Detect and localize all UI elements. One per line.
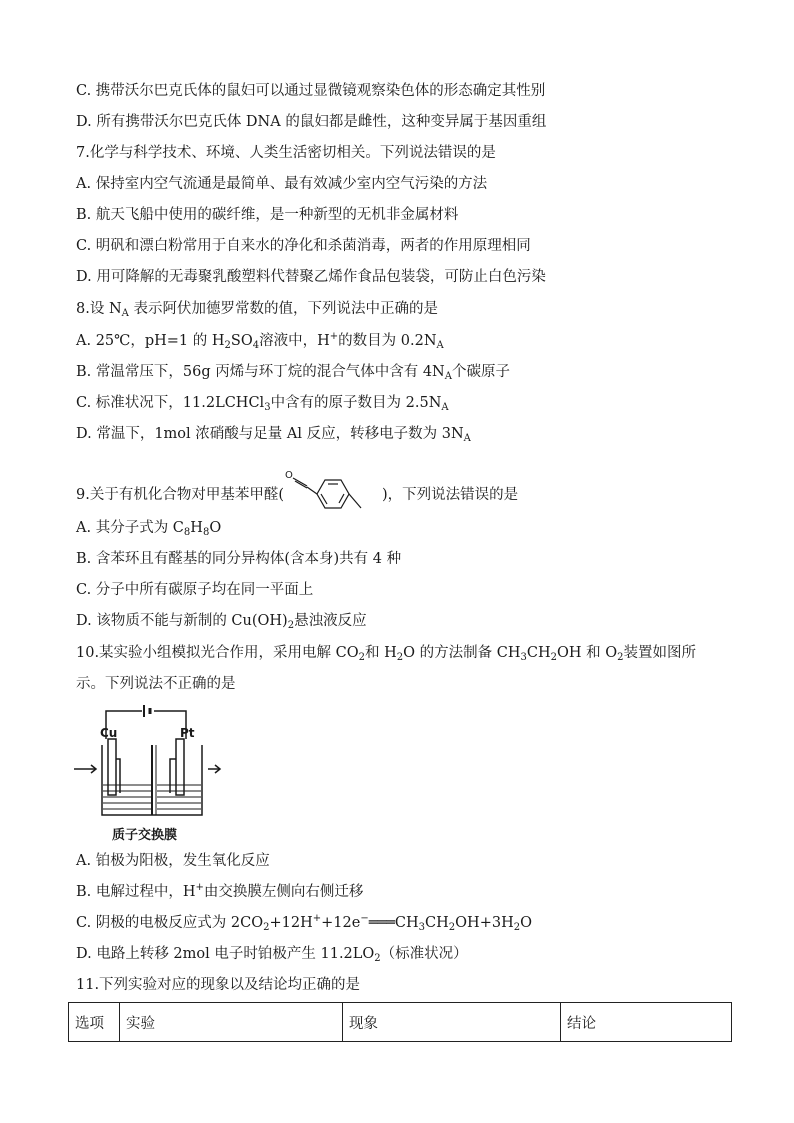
q10-stem-line2: 示。下列说法不正确的是 [76,676,236,692]
header-experiment: 实验 [120,1003,343,1042]
q8-option-c: C. 标准状况下，11.2LCHCl$_3$中含有的原子数目为 $2.5N_A$ [76,395,449,413]
p-methylbenzaldehyde-structure [285,470,381,520]
q10-option-d: D. 电路上转移 2mol 电子时铂极产生 $11.2LO_2$（标准状况） [76,946,468,964]
q7-option-b: B. 航天飞船中使用的碳纤维，是一种新型的无机非金属材料 [76,207,459,223]
header-phenomenon: 现象 [343,1003,561,1042]
svg-text:O: O [285,470,293,481]
membrane-caption: 质子交换膜 [112,828,178,843]
q11-stem: 11.下列实验对应的现象以及结论均正确的是 [76,977,361,993]
q8-stem: 8.设 $N_A$ 表示阿伏加德罗常数的值，下列说法中正确的是 [76,301,438,319]
q9-option-a: A. 其分子式为 $C_8H_8O$ [76,520,222,538]
q10-option-c: C. 阴极的电极反应式为 $2CO_2+12H^++12e^-═══CH_3CH_2OH+3H_2O$ [76,913,532,933]
q7-stem: 7.化学与科学技术、环境、人类生活密切相关。下列说法错误的是 [76,145,496,161]
header-conclusion: 结论 [561,1003,732,1042]
electrolysis-apparatus-diagram [72,703,222,845]
q8-option-a: A. 25℃，pH=1 的 $H_2SO_4$溶液中，H+的数目为 $0.2N_A$ [76,331,444,351]
q7-option-d: D. 用可降解的无毒聚乳酸塑料代替聚乙烯作食品包装袋，可防止白色污染 [76,269,546,285]
q8-option-d: D. 常温下，1mol 浓硝酸与足量 Al 反应，转移电子数为 $3N_A$ [76,426,471,444]
q8-option-b: B. 常温常压下，56g 丙烯与环丁烷的混合气体中含有 $4N_A$个碳原子 [76,364,510,382]
q9-stem: 9.关于有机化合物对甲基苯甲醛( O )，下列说法错误的是 [76,470,518,520]
pt-electrode-label: Pt [180,726,195,740]
cu-electrode-label: Cu [100,726,118,740]
q9-option-c: C. 分子中所有碳原子均在同一平面上 [76,582,314,598]
q10-option-b: B. 电解过程中，H+由交换膜左侧向右侧迁移 [76,882,364,900]
q9-option-d: D. 该物质不能与新制的 $Cu(OH)_2$悬浊液反应 [76,613,367,631]
q7-option-c: C. 明矾和漂白粉常用于自来水的净化和杀菌消毒，两者的作用原理相同 [76,238,531,254]
header-option: 选项 [69,1003,120,1042]
q10-option-a: A. 铂极为阳极，发生氧化反应 [76,853,270,869]
q10-stem-line1: 10.某实验小组模拟光合作用，采用电解 $CO_2$和 $H_2O$ 的方法制备 $CH_3CH_2OH$ 和 $O_2$装置如图所 [76,645,697,663]
q7-option-a: A. 保持室内空气流通是最简单、最有效减少室内空气污染的方法 [76,176,488,192]
experiment-table [68,1002,732,1042]
q9-option-b: B. 含苯环且有醛基的同分异构体(含本身)共有 4 种 [76,551,402,567]
q6-option-d: D. 所有携带沃尔巴克氏体 DNA 的鼠妇都是雌性，这种变异属于基因重组 [76,114,547,130]
q6-option-c: C. 携带沃尔巴克氏体的鼠妇可以通过显微镜观察染色体的形态确定其性别 [76,83,546,99]
table-header-row [69,1003,732,1042]
